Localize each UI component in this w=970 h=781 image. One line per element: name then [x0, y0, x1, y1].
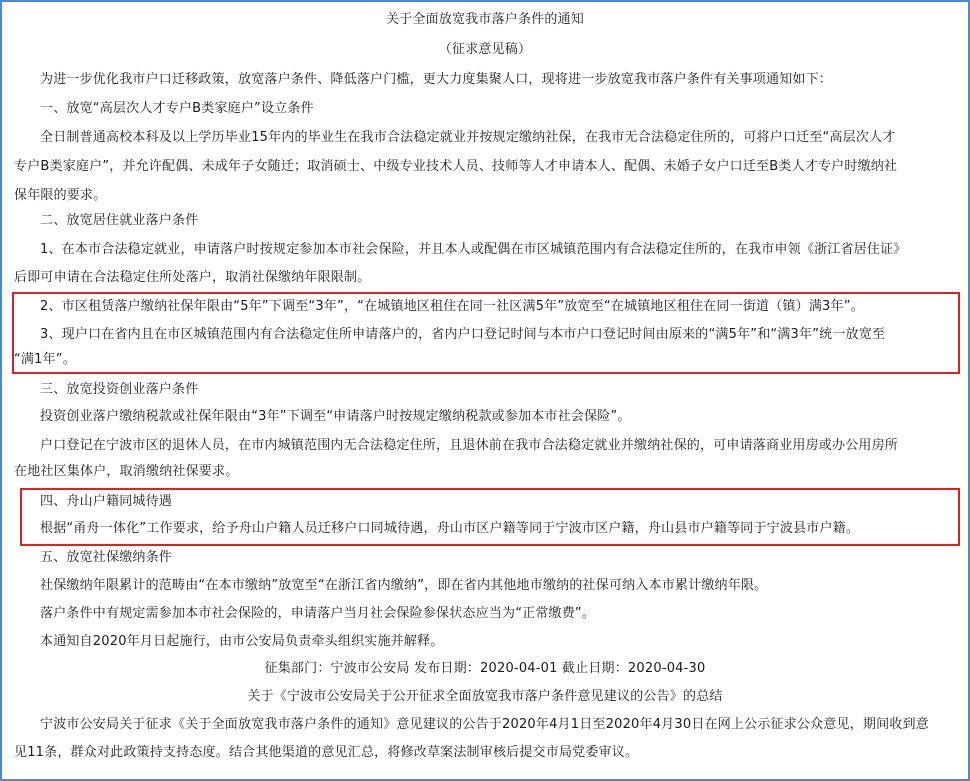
section-4-heading: 四、舟山户籍同城待遇 [40, 494, 173, 509]
paragraph-line: 后即可申请在合法稳定住所处落户，取消社保缴纳年限限制。 [14, 270, 371, 285]
summary-title: 关于《宁波市公安局关于公开征求全面放宽我市落户条件意见建议的公告》的总结 [247, 689, 723, 704]
paragraph-line: 落户条件中有规定需参加本市社会保险的，申请落户当月社会保险参保状态应当为“正常缴费”。 [40, 606, 596, 621]
section-1-heading: 一、放宽“高层次人才专户B类家庭户”设立条件 [40, 101, 314, 116]
paragraph-line: 投资创业落户缴纳税款或社保年限由“3年”下调至“申请落户时按规定缴纳税款或参加本市社会保险”。 [40, 409, 631, 424]
summary-line: 宁波市公安局关于征求《关于全面放宽我市落户条件的通知》意见建议的公告于2020年4月1日至2020年4月30日在网上公示征求公众意见，期间收到意 [40, 717, 929, 732]
paragraph-line: 户口登记在宁波市区的退休人员，在市内城镇范围内无合法稳定住所，且退休前在我市合法稳定就业并缴纳社保的，可申请落商业用房或办公用房所 [40, 438, 899, 453]
paragraph-line: 专户B类家庭户”，并允许配偶、未成年子女随迁；取消硕士、中级专业技术人员、技师等人才申请本人、配偶、未婚子女户口迁至B类人才专户时缴纳社 [14, 159, 898, 174]
paragraph-line: 1、在本市合法稳定就业，申请落户时按规定参加本市社会保险，并且本人或配偶在市区城镇范围内有合法稳定住所的，在我市申领《浙江省居住证》 [40, 242, 907, 257]
meta-line: 征集部门：宁波市公安局 发布日期：2020-04-01 截止日期：2020-04-30 [264, 661, 706, 676]
summary-line: 见11条，群众对此政策持支持态度。结合其他渠道的意见汇总，将修改草案法制审核后提交市局党委审议。 [14, 745, 639, 760]
paragraph-line: 本通知自2020年月日起施行，由市公安局负责牵头组织实施并解释。 [40, 634, 444, 649]
paragraph-line: 3、现户口在省内且在市区城镇范围内有合法稳定住所申请落户的，省内户口登记时间与本市户口登记时间由原来的“满5年”和“满3年”统一放宽至 [40, 327, 886, 342]
document-subtitle: （征求意见稿） [438, 42, 532, 57]
section-2-heading: 二、放宽居住就业落户条件 [40, 213, 199, 228]
paragraph-line: 在地社区集体户，取消缴纳社保要求。 [14, 464, 239, 479]
section-3-heading: 三、放宽投资创业落户条件 [40, 382, 199, 397]
document-title: 关于全面放宽我市落户条件的通知 [385, 12, 584, 27]
intro-paragraph: 为进一步优化我市户口迁移政策，放宽落户条件、降低落户门槛，更大力度集聚人口，现将进一步放宽我市落户条件有关事项通知如下： [40, 72, 833, 87]
paragraph-line: 保年限的要求。 [14, 188, 107, 203]
paragraph-line: “满1年”。 [14, 352, 76, 367]
section-5-heading: 五、放宽社保缴纳条件 [40, 550, 173, 565]
paragraph-line: 社保缴纳年限累计的范畴由“在本市缴纳”放宽至“在浙江省内缴纳”，即在省内其他地市缴纳的社保可纳入本市累计缴纳年限。 [40, 578, 768, 593]
paragraph-line: 根据“甬舟一体化”工作要求，给予舟山户籍人员迁移户口同城待遇，舟山市区户籍等同于宁波市区户籍，舟山县市户籍等同于宁波县市户籍。 [40, 521, 860, 536]
paragraph-line: 全日制普通高校本科及以上学历毕业15年内的毕业生在我市合法稳定就业并按规定缴纳社保，在我市无合法稳定住所的，可将户口迁至“高层次人才 [40, 130, 896, 145]
paragraph-line: 2、市区租赁落户缴纳社保年限由“5年”下调至“3年”，“在城镇地区租住在同一社区满5年”放宽至“在城镇地区租住在同一街道（镇）满3年”。 [40, 299, 864, 314]
